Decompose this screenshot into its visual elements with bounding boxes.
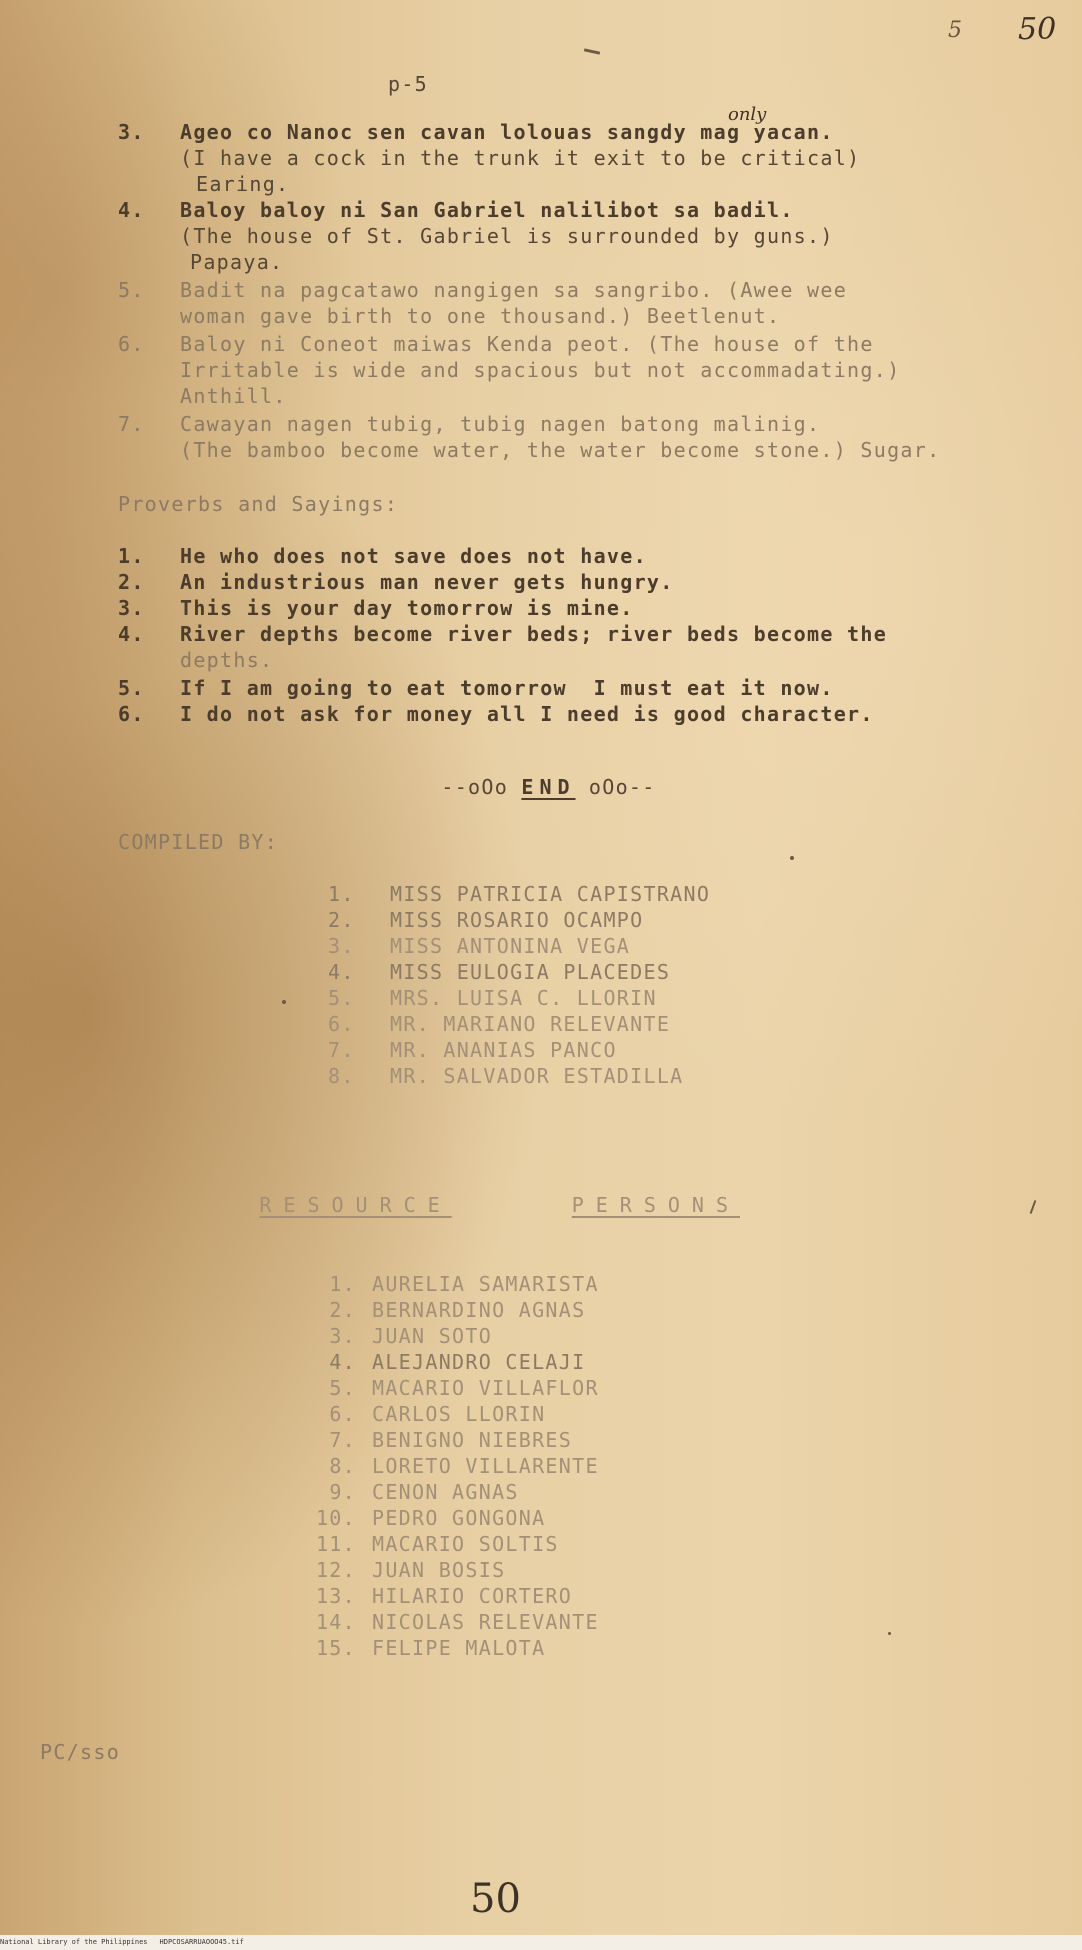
list-item — [306, 1350, 585, 1375]
end-mark — [388, 750, 656, 825]
list-item — [306, 1480, 519, 1505]
riddle-answer: Earing. — [196, 172, 290, 196]
person-name: LORETO VILLARENTE — [372, 1454, 599, 1478]
proverb-text: River depths become river beds; river beds become the — [180, 622, 888, 646]
riddle-number: 4. — [118, 198, 145, 222]
person-name: HILARIO CORTERO — [372, 1584, 573, 1608]
corner-number-large: 50 — [1018, 12, 1057, 47]
compiler-number: 3. — [328, 934, 355, 958]
person-number: 10. — [315, 1506, 356, 1530]
person-name: MACARIO VILLAFLOR — [372, 1376, 599, 1400]
person-number: 9. — [329, 1480, 356, 1504]
person-number: 13. — [315, 1584, 356, 1608]
person-name: FELIPE MALOTA — [372, 1636, 546, 1660]
list-item — [306, 1454, 599, 1479]
person-number: 4. — [329, 1350, 356, 1374]
proverbs-heading: Proverbs and Sayings: — [118, 492, 399, 516]
compiler-number: 6. — [328, 1012, 355, 1036]
riddle-line: Badit na pagcatawo nangigen sa sangribo. (Awee wee — [180, 278, 848, 302]
compiler-name: MRS. LUISA C. LLORIN — [390, 986, 657, 1010]
list-item — [306, 1402, 545, 1427]
list-item — [306, 1506, 545, 1531]
person-name: NICOLAS RELEVANTE — [372, 1610, 599, 1634]
riddle-line: woman gave birth to one thousand.) Beetlenut. — [180, 304, 781, 328]
riddle-line: Ageo co Nanoc sen cavan lolouas sangdy mag yacan. — [180, 120, 834, 144]
page-label: p-5 — [388, 72, 429, 96]
person-name: MACARIO SOLTIS — [372, 1532, 559, 1556]
person-name: BENIGNO NIEBRES — [372, 1428, 573, 1452]
riddle-number: 6. — [118, 332, 145, 356]
handwritten-insertion: only — [728, 104, 767, 125]
person-number: 5. — [329, 1376, 356, 1400]
riddle-line: (The bamboo become water, the water become stone.) Sugar. — [180, 438, 941, 462]
list-item — [306, 1636, 545, 1661]
list-item — [306, 1298, 585, 1323]
compiler-name: MISS ROSARIO OCAMPO — [390, 908, 644, 932]
proverb-number: 6. — [118, 702, 145, 726]
heading-word-persons: PERSONS — [571, 1193, 740, 1217]
list-item — [306, 1584, 572, 1609]
person-name: BERNARDINO AGNAS — [372, 1298, 586, 1322]
person-number: 1. — [329, 1272, 356, 1296]
list-item — [306, 1324, 492, 1349]
person-name: CENON AGNAS — [372, 1480, 519, 1504]
person-number: 11. — [315, 1532, 356, 1556]
list-item — [306, 1610, 599, 1635]
person-number: 15. — [315, 1636, 356, 1660]
proverb-number: 3. — [118, 596, 145, 620]
compiler-number: 2. — [328, 908, 355, 932]
list-item — [328, 908, 643, 933]
list-item — [328, 1012, 670, 1037]
typist-initials: PC/sso — [40, 1740, 121, 1764]
riddle-line: Baloy ni Coneot maiwas Kenda peot. (The house of the — [180, 332, 874, 356]
person-number: 6. — [329, 1402, 356, 1426]
compiler-name: MISS ANTONINA VEGA — [390, 934, 631, 958]
person-name: PEDRO GONGONA — [372, 1506, 546, 1530]
person-number: 12. — [315, 1558, 356, 1582]
list-item — [306, 1376, 599, 1401]
proverb-text: He who does not save does not have. — [180, 544, 647, 568]
proverb-text: I do not ask for money all I need is good character. — [180, 702, 874, 726]
compiler-name: MR. SALVADOR ESTADILLA — [390, 1064, 684, 1088]
compiler-number: 4. — [328, 960, 355, 984]
list-item — [328, 986, 657, 1011]
proverb-text: If I am going to eat tomorrow I must eat it now. — [180, 676, 834, 700]
compiler-number: 1. — [328, 882, 355, 906]
riddle-line: Baloy baloy ni San Gabriel nalilibot sa badil. — [180, 198, 794, 222]
person-name: JUAN SOTO — [372, 1324, 493, 1348]
compiler-number: 5. — [328, 986, 355, 1010]
compiler-number: 7. — [328, 1038, 355, 1062]
compiler-name: MISS EULOGIA PLACEDES — [390, 960, 671, 984]
corner-number-small: 5 — [948, 18, 962, 43]
proverb-text: This is your day tomorrow is mine. — [180, 596, 634, 620]
riddle-line: (I have a cock in the trunk it exit to be critical) — [180, 146, 861, 170]
pencil-mark — [1030, 1200, 1037, 1214]
proverb-number: 2. — [118, 570, 145, 594]
proverb-number: 4. — [118, 622, 145, 646]
list-item — [328, 934, 630, 959]
end-mark-prefix: --oOo — [441, 775, 522, 799]
riddle-line: Irritable is wide and spacious but not accommadating.) — [180, 358, 901, 382]
compiler-name: MR. MARIANO RELEVANTE — [390, 1012, 671, 1036]
end-mark-suffix: oOo-- — [575, 775, 656, 799]
compiler-number: 8. — [328, 1064, 355, 1088]
person-name: ALEJANDRO CELAJI — [372, 1350, 586, 1374]
resource-persons-heading — [206, 1168, 740, 1243]
person-number: 7. — [329, 1428, 356, 1452]
list-item — [328, 882, 710, 907]
heading-word-resource: RESOURCE — [259, 1193, 452, 1217]
end-mark-word: END — [521, 775, 576, 799]
list-item — [306, 1428, 572, 1453]
riddle-answer: Anthill. — [180, 384, 287, 408]
pencil-dot — [282, 1000, 286, 1004]
riddle-number: 5. — [118, 278, 145, 302]
proverb-text: depths. — [180, 648, 274, 672]
list-item — [306, 1558, 505, 1583]
person-number: 8. — [329, 1454, 356, 1478]
riddle-answer: Papaya. — [190, 250, 284, 274]
compiled-by-heading: COMPILED BY: — [118, 830, 279, 854]
pencil-dot — [888, 1632, 891, 1635]
riddle-number: 7. — [118, 412, 145, 436]
person-name: JUAN BOSIS — [372, 1558, 506, 1582]
riddle-number: 3. — [118, 120, 145, 144]
pencil-dot — [790, 856, 794, 860]
list-item — [328, 1038, 617, 1063]
riddle-line: (The house of St. Gabriel is surrounded by guns.) — [180, 224, 834, 248]
person-name: CARLOS LLORIN — [372, 1402, 546, 1426]
person-number: 14. — [315, 1610, 356, 1634]
footer-file-name: HDPCOSARRUAOOO45.tif — [159, 1938, 244, 1946]
proverb-text: An industrious man never gets hungry. — [180, 570, 674, 594]
person-number: 3. — [329, 1324, 356, 1348]
compiler-name: MR. ANANIAS PANCO — [390, 1038, 617, 1062]
pencil-mark — [584, 48, 600, 54]
footer-library-name: National Library of the Philippines — [0, 1938, 148, 1946]
handwritten-page-number: 50 — [470, 1876, 521, 1922]
scan-footer — [0, 1935, 1082, 1950]
proverb-number: 5. — [118, 676, 145, 700]
riddle-line: Cawayan nagen tubig, tubig nagen batong malinig. — [180, 412, 821, 436]
person-name: AURELIA SAMARISTA — [372, 1272, 599, 1296]
list-item — [306, 1532, 559, 1557]
compiler-name: MISS PATRICIA CAPISTRANO — [390, 882, 711, 906]
person-number: 2. — [329, 1298, 356, 1322]
list-item — [328, 1064, 684, 1089]
list-item — [306, 1272, 599, 1297]
proverb-number: 1. — [118, 544, 145, 568]
list-item — [328, 960, 670, 985]
